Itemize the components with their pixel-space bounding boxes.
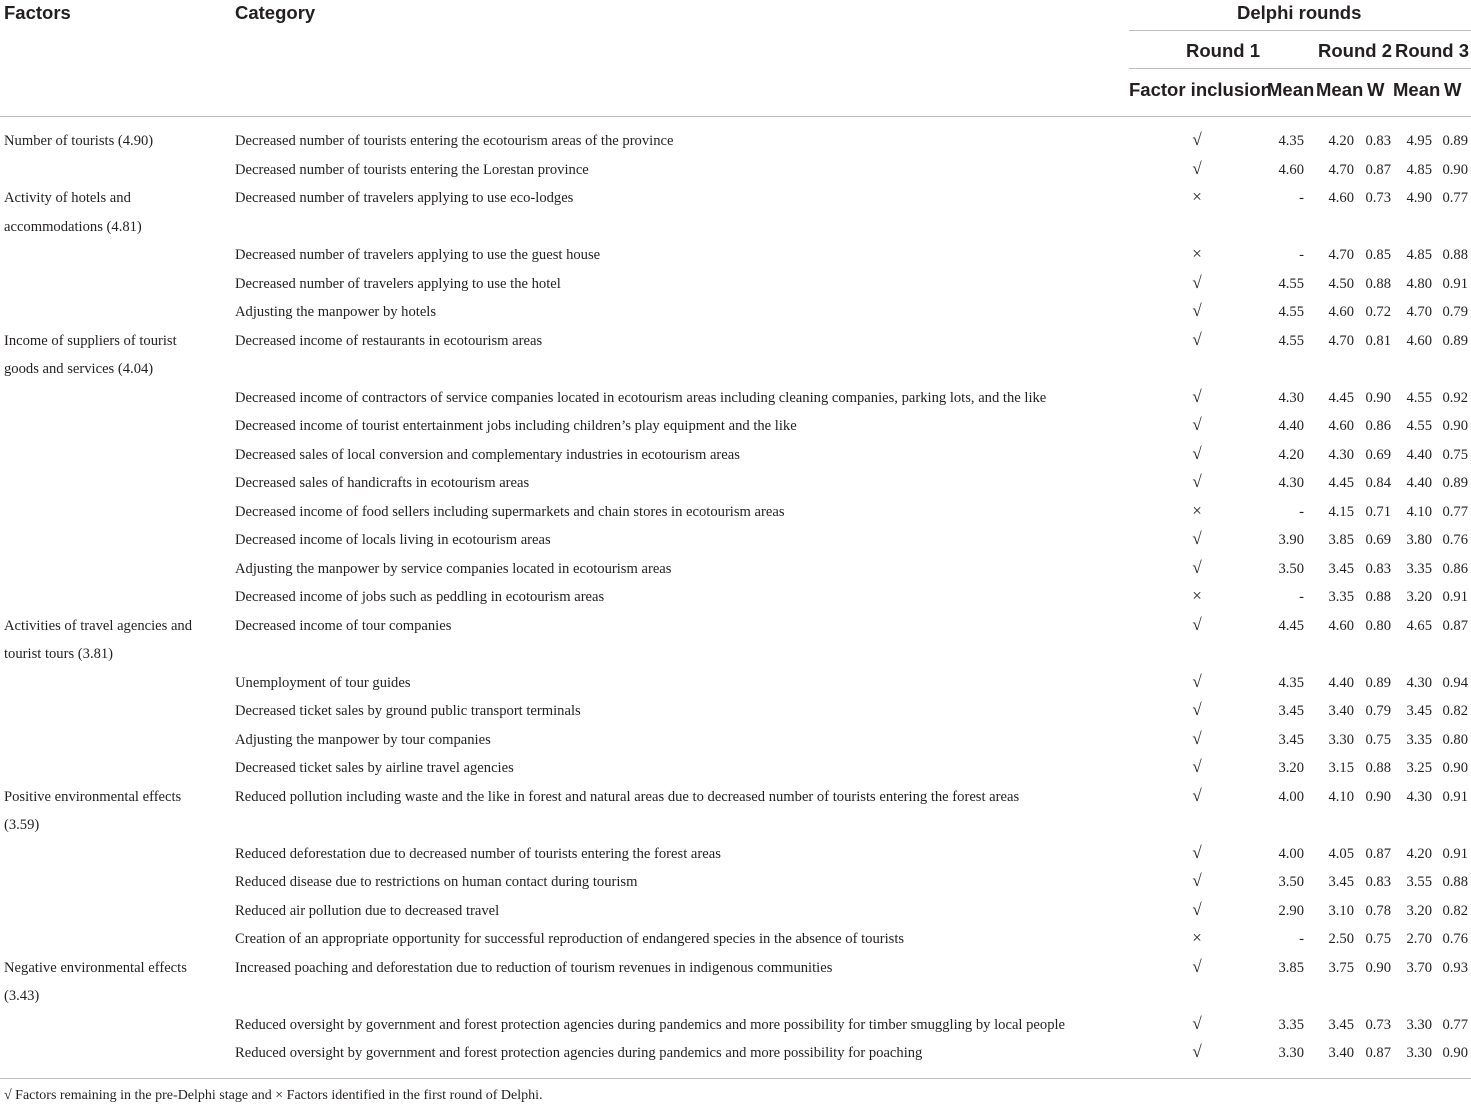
category-cell: Adjusting the manpower by tour companies	[235, 731, 491, 748]
round2-w-cell: 0.88	[1365, 760, 1391, 776]
round2-w-cell: 0.83	[1365, 560, 1391, 577]
round2-mean-cell: 3.45	[1328, 874, 1354, 890]
header-category: Category	[235, 2, 316, 23]
round1-mean-cell: 4.20	[1278, 446, 1304, 463]
round1-mean-cell: 3.90	[1278, 532, 1304, 548]
round2-w-cell: 0.84	[1365, 475, 1391, 491]
round3-w-cell: 0.91	[1442, 589, 1468, 605]
round2-w-cell: 0.69	[1365, 446, 1391, 463]
inclusion-mark: √	[1192, 329, 1202, 349]
round3-mean-cell: 4.90	[1406, 190, 1432, 206]
category-cell: Decreased income of restaurants in ecotourism areas	[235, 332, 543, 349]
round3-w-cell: 0.91	[1442, 275, 1468, 292]
round3-mean-cell: 4.85	[1406, 161, 1432, 178]
round3-w-cell: 0.90	[1442, 760, 1468, 776]
round2-w-cell: 0.88	[1365, 589, 1391, 605]
round3-mean-cell: 4.30	[1406, 788, 1432, 805]
round2-w-cell: 0.89	[1365, 674, 1391, 691]
round2-w-cell: 0.83	[1365, 133, 1391, 149]
round2-w-cell: 0.90	[1365, 788, 1391, 805]
round1-mean-cell: 3.20	[1278, 760, 1304, 776]
round3-mean-cell: 3.80	[1406, 532, 1432, 548]
inclusion-mark: √	[1192, 1042, 1202, 1061]
round2-mean-cell: 4.20	[1328, 133, 1354, 149]
round2-mean-cell: 3.75	[1328, 959, 1354, 976]
round1-mean-cell: -	[1299, 190, 1304, 206]
category-cell: Reduced oversight by government and forest protection agencies during pandemics and more possibility for poaching	[235, 1045, 923, 1061]
round3-mean-cell: 4.55	[1406, 389, 1432, 406]
round1-mean-cell: 2.90	[1278, 902, 1304, 919]
round3-mean-cell: 4.60	[1406, 332, 1432, 349]
category-cell: Reduced disease due to restrictions on human contact during tourism	[235, 874, 638, 890]
round3-w-cell: 0.79	[1442, 304, 1468, 320]
round3-mean-cell: 3.20	[1406, 589, 1432, 605]
category-cell: Decreased ticket sales by airline travel agencies	[235, 760, 514, 776]
round2-mean-cell: 3.15	[1328, 760, 1354, 776]
round2-w-cell: 0.87	[1365, 1045, 1391, 1061]
round1-mean-cell: -	[1299, 247, 1304, 263]
inclusion-mark: √	[1192, 557, 1202, 577]
header-round3: Round 3	[1395, 40, 1469, 61]
round3-w-cell: 0.93	[1442, 959, 1468, 976]
header-rule-bottom	[0, 116, 1471, 117]
round1-mean-cell: 4.30	[1278, 389, 1304, 406]
round1-mean-cell: 4.30	[1278, 475, 1304, 491]
round3-mean-cell: 4.30	[1406, 674, 1432, 691]
round3-mean-cell: 4.40	[1406, 446, 1432, 463]
round1-mean-cell: -	[1299, 931, 1304, 947]
factor-label: (3.43)	[4, 988, 40, 1004]
round2-mean-cell: 4.60	[1328, 418, 1354, 434]
category-cell: Decreased income of contractors of service companies located in ecotourism areas including cleaning companies, parking lots, and the like	[235, 389, 1047, 406]
round3-mean-cell: 4.65	[1406, 617, 1432, 634]
round2-w-cell: 0.73	[1365, 190, 1391, 206]
inclusion-mark: √	[1192, 700, 1202, 719]
factor-label: Income of suppliers of tourist	[4, 332, 177, 349]
category-cell: Decreased number of tourists entering the ecotourism areas of the province	[235, 133, 674, 149]
round2-w-cell: 0.88	[1365, 275, 1391, 292]
category-cell: Reduced oversight by government and forest protection agencies during pandemics and more possibility for timber smuggling by local people	[235, 1016, 1066, 1033]
inclusion-mark: √	[1192, 728, 1202, 748]
round3-mean-cell: 3.25	[1406, 760, 1432, 776]
round1-mean-cell: 4.40	[1278, 418, 1304, 434]
round1-mean-cell: 3.85	[1278, 959, 1304, 976]
round2-mean-cell: 3.10	[1328, 902, 1354, 919]
inclusion-mark: √	[1192, 529, 1202, 548]
round2-w-cell: 0.86	[1365, 418, 1391, 434]
inclusion-mark: ×	[1192, 244, 1202, 263]
round2-w-cell: 0.83	[1365, 874, 1391, 890]
factor-label: Activity of hotels and	[4, 190, 131, 206]
category-cell: Reduced air pollution due to decreased travel	[235, 902, 500, 919]
round3-w-cell: 0.87	[1442, 617, 1468, 634]
round2-w-cell: 0.81	[1365, 332, 1391, 349]
inclusion-mark: √	[1192, 415, 1202, 434]
round2-mean-cell: 3.30	[1328, 731, 1354, 748]
round3-w-cell: 0.82	[1442, 703, 1468, 719]
inclusion-mark: √	[1192, 671, 1202, 691]
inclusion-mark: √	[1192, 130, 1202, 149]
round2-w-cell: 0.90	[1365, 389, 1391, 406]
round2-w-cell: 0.69	[1365, 532, 1391, 548]
factor-label: Number of tourists (4.90)	[4, 133, 154, 149]
round2-w-cell: 0.87	[1365, 845, 1391, 862]
header-delphi-rounds: Delphi rounds	[1237, 2, 1362, 23]
inclusion-mark: √	[1192, 386, 1202, 406]
category-cell: Decreased income of tourist entertainment jobs including children’s play equipment and the like	[235, 418, 797, 434]
category-cell: Decreased sales of handicrafts in ecotourism areas	[235, 475, 530, 491]
round2-w-cell: 0.79	[1365, 703, 1391, 719]
round3-mean-cell: 4.10	[1406, 503, 1432, 520]
round3-mean-cell: 3.55	[1406, 874, 1432, 890]
category-cell: Decreased income of food sellers including supermarkets and chain stores in ecotourism areas	[235, 503, 785, 520]
round2-mean-cell: 3.85	[1328, 532, 1354, 548]
round2-mean-cell: 4.50	[1328, 275, 1354, 292]
round2-mean-cell: 3.35	[1328, 589, 1354, 605]
round2-mean-cell: 4.60	[1328, 304, 1354, 320]
factor-label: tourist tours (3.81)	[4, 646, 114, 662]
header-round2: Round 2	[1318, 40, 1392, 61]
round2-mean-cell: 3.45	[1328, 560, 1354, 577]
inclusion-mark: √	[1192, 1013, 1202, 1033]
round2-w-cell: 0.75	[1365, 931, 1391, 947]
round2-mean-cell: 4.70	[1328, 161, 1354, 178]
header-r3-w: W	[1444, 79, 1462, 100]
round3-w-cell: 0.92	[1442, 389, 1468, 406]
factor-label: Negative environmental effects	[4, 959, 187, 976]
round2-w-cell: 0.75	[1365, 731, 1391, 748]
round3-mean-cell: 4.70	[1406, 304, 1432, 320]
factor-label: Activities of travel agencies and	[4, 617, 193, 634]
round2-w-cell: 0.87	[1365, 161, 1391, 178]
round3-w-cell: 0.89	[1442, 133, 1468, 149]
round2-w-cell: 0.73	[1365, 1016, 1391, 1033]
inclusion-mark: √	[1192, 842, 1202, 862]
round2-mean-cell: 4.30	[1328, 446, 1354, 463]
header-rule-rounds	[1129, 68, 1471, 69]
category-cell: Decreased income of locals living in ecotourism areas	[235, 532, 551, 548]
inclusion-mark: ×	[1192, 187, 1202, 206]
round1-mean-cell: 3.50	[1278, 560, 1304, 577]
round3-mean-cell: 3.45	[1406, 703, 1432, 719]
round1-mean-cell: 3.30	[1278, 1045, 1304, 1061]
round3-w-cell: 0.91	[1442, 845, 1468, 862]
round2-mean-cell: 2.50	[1328, 931, 1354, 947]
round2-w-cell: 0.72	[1365, 304, 1391, 320]
header-factor-inclusion: Factor inclusion	[1129, 79, 1272, 100]
inclusion-mark: √	[1192, 899, 1202, 919]
inclusion-mark: √	[1192, 785, 1202, 805]
round1-mean-cell: 4.60	[1278, 161, 1304, 178]
header-r3-mean: Mean	[1393, 79, 1441, 100]
round1-mean-cell: 4.55	[1278, 275, 1304, 292]
category-cell: Decreased income of jobs such as peddling in ecotourism areas	[235, 589, 605, 605]
inclusion-mark: ×	[1192, 500, 1202, 520]
round3-mean-cell: 2.70	[1406, 931, 1432, 947]
round1-mean-cell: 4.45	[1278, 617, 1304, 634]
round2-mean-cell: 3.40	[1328, 703, 1354, 719]
round1-mean-cell: 3.50	[1278, 874, 1304, 890]
round1-mean-cell: 4.35	[1278, 674, 1304, 691]
round2-w-cell: 0.85	[1365, 247, 1391, 263]
round3-w-cell: 0.89	[1442, 475, 1468, 491]
round2-mean-cell: 4.40	[1328, 674, 1354, 691]
round2-mean-cell: 4.05	[1328, 845, 1354, 862]
round1-mean-cell: 3.45	[1278, 731, 1304, 748]
round3-w-cell: 0.76	[1442, 931, 1468, 947]
round3-w-cell: 0.90	[1442, 1045, 1468, 1061]
header-round1: Round 1	[1186, 40, 1260, 61]
round3-w-cell: 0.77	[1442, 503, 1468, 520]
round3-w-cell: 0.91	[1442, 788, 1468, 805]
round3-mean-cell: 3.30	[1406, 1016, 1432, 1033]
round1-mean-cell: 3.45	[1278, 703, 1304, 719]
round2-mean-cell: 4.45	[1328, 475, 1354, 491]
inclusion-mark: √	[1192, 158, 1202, 178]
round2-mean-cell: 4.10	[1328, 788, 1354, 805]
factor-label: (3.59)	[4, 817, 40, 833]
inclusion-mark: √	[1192, 614, 1202, 634]
round1-mean-cell: -	[1299, 589, 1304, 605]
round3-w-cell: 0.88	[1442, 874, 1468, 890]
round2-mean-cell: 3.40	[1328, 1045, 1354, 1061]
round3-w-cell: 0.77	[1442, 190, 1468, 206]
round3-mean-cell: 4.20	[1406, 845, 1432, 862]
round3-w-cell: 0.94	[1442, 674, 1468, 691]
round3-mean-cell: 4.55	[1406, 418, 1432, 434]
category-cell: Reduced deforestation due to decreased number of tourists entering the forest areas	[235, 845, 721, 862]
round3-w-cell: 0.89	[1442, 332, 1468, 349]
round3-w-cell: 0.90	[1442, 418, 1468, 434]
footer-rule	[0, 1078, 1471, 1079]
category-cell: Increased poaching and deforestation due to reduction of tourism revenues in indigenous communities	[235, 959, 833, 976]
footnote: √ Factors remaining in the pre-Delphi stage and × Factors identified in the first round of Delphi.	[4, 1088, 543, 1103]
round1-mean-cell: 4.00	[1278, 845, 1304, 862]
category-cell: Adjusting the manpower by service companies located in ecotourism areas	[235, 560, 672, 577]
round3-mean-cell: 4.80	[1406, 275, 1432, 292]
round3-mean-cell: 4.95	[1406, 133, 1432, 149]
header-rule-delphi	[1129, 30, 1471, 31]
round3-w-cell: 0.90	[1442, 161, 1468, 178]
category-cell: Decreased income of tour companies	[235, 617, 452, 634]
round3-mean-cell: 3.20	[1406, 902, 1432, 919]
category-cell: Reduced pollution including waste and the like in forest and natural areas due to decreased number of tourists entering the forest areas	[235, 788, 1020, 805]
inclusion-mark: √	[1192, 443, 1202, 463]
round2-mean-cell: 4.15	[1328, 503, 1354, 520]
round3-w-cell: 0.86	[1442, 560, 1468, 577]
category-cell: Unemployment of tour guides	[235, 674, 411, 691]
header-r1-mean: Mean	[1267, 79, 1315, 100]
category-cell: Decreased ticket sales by ground public transport terminals	[235, 703, 581, 719]
round3-w-cell: 0.75	[1442, 446, 1468, 463]
round3-mean-cell: 3.35	[1406, 731, 1432, 748]
inclusion-mark: √	[1192, 757, 1202, 776]
factor-label: Positive environmental effects	[4, 788, 182, 805]
inclusion-mark: √	[1192, 472, 1202, 491]
category-cell: Decreased number of travelers applying to use the hotel	[235, 275, 561, 292]
round3-w-cell: 0.80	[1442, 731, 1468, 748]
header-factors: Factors	[4, 2, 71, 23]
round2-mean-cell: 4.60	[1328, 190, 1354, 206]
factor-label: accommodations (4.81)	[4, 218, 142, 235]
category-cell: Decreased number of tourists entering the Lorestan province	[235, 161, 589, 178]
category-cell: Creation of an appropriate opportunity for successful reproduction of endangered species in the absence of tourists	[235, 931, 905, 947]
round1-mean-cell: 4.55	[1278, 304, 1304, 320]
category-cell: Decreased number of travelers applying to use the guest house	[235, 247, 601, 263]
round2-mean-cell: 4.45	[1328, 389, 1354, 406]
factor-label: goods and services (4.04)	[4, 361, 154, 377]
round3-w-cell: 0.82	[1442, 902, 1468, 919]
category-cell: Adjusting the manpower by hotels	[235, 304, 437, 320]
round2-mean-cell: 4.70	[1328, 332, 1354, 349]
round1-mean-cell: 4.00	[1278, 788, 1304, 805]
inclusion-mark: √	[1192, 871, 1202, 890]
inclusion-mark: ×	[1192, 586, 1202, 605]
header-r2-mean: Mean	[1316, 79, 1364, 100]
round1-mean-cell: 3.35	[1278, 1016, 1304, 1033]
round2-w-cell: 0.80	[1365, 617, 1391, 634]
round1-mean-cell: 4.55	[1278, 332, 1304, 349]
round3-mean-cell: 4.40	[1406, 475, 1432, 491]
round2-w-cell: 0.90	[1365, 959, 1391, 976]
round3-mean-cell: 3.70	[1406, 959, 1432, 976]
round3-mean-cell: 3.35	[1406, 560, 1432, 577]
round2-mean-cell: 4.60	[1328, 617, 1354, 634]
round2-w-cell: 0.71	[1365, 503, 1391, 520]
category-cell: Decreased number of travelers applying to use eco-lodges	[235, 190, 574, 206]
round2-mean-cell: 4.70	[1328, 247, 1354, 263]
round3-mean-cell: 4.85	[1406, 247, 1432, 263]
inclusion-mark: √	[1192, 272, 1202, 292]
round3-mean-cell: 3.30	[1406, 1045, 1432, 1061]
round3-w-cell: 0.77	[1442, 1016, 1468, 1033]
round1-mean-cell: -	[1299, 503, 1304, 520]
round2-mean-cell: 3.45	[1328, 1016, 1354, 1033]
inclusion-mark: √	[1192, 956, 1202, 976]
header-r2-w: W	[1367, 79, 1385, 100]
round3-w-cell: 0.76	[1442, 532, 1468, 548]
inclusion-mark: √	[1192, 301, 1202, 320]
category-cell: Decreased sales of local conversion and complementary industries in ecotourism areas	[235, 446, 740, 463]
round2-w-cell: 0.78	[1365, 902, 1391, 919]
round1-mean-cell: 4.35	[1278, 133, 1304, 149]
round3-w-cell: 0.88	[1442, 247, 1468, 263]
inclusion-mark: ×	[1192, 928, 1202, 947]
